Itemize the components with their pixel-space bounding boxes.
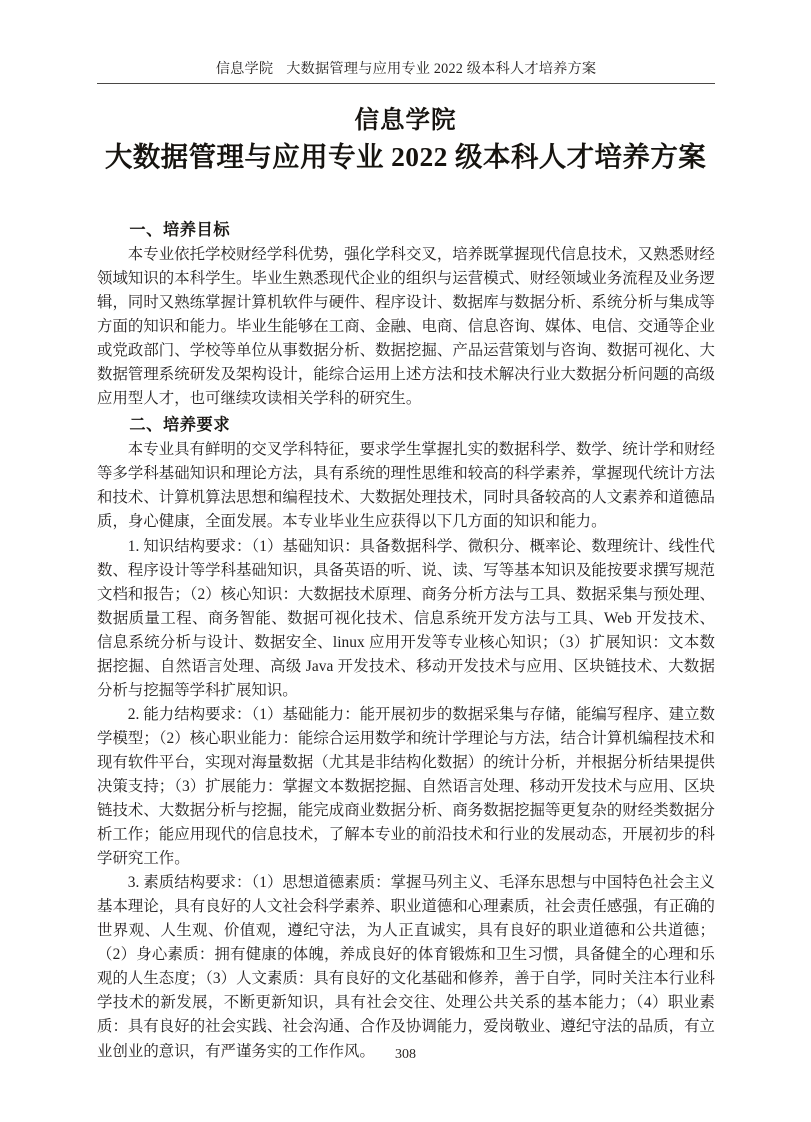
running-header-program: 大数据管理与应用专业 2022 级本科人才培养方案 bbox=[286, 61, 597, 77]
paragraph-requirements-intro: 本专业具有鲜明的交叉学科特征，要求学生掌握扎实的数据科学、数学、统计学和财经等多学科基础知识和理论方法，具有系统的理性思维和较高的科学素养，掌握现代统计方法和技术、计算机算法思想和编程技术、大数据处理技术，同时具备较高的人文素养和道德品质，身心健康，全面发展。本专业毕业生应获得以下几方面的知识和能力。 bbox=[97, 441, 715, 531]
title-line-college: 信息学院 bbox=[354, 107, 457, 134]
section-heading-training-objectives: 一、培养目标 bbox=[129, 221, 231, 239]
title-line-program: 大数据管理与应用专业 2022 级本科人才培养方案 bbox=[104, 141, 707, 172]
paragraph-ability-structure: 2. 能力结构要求：（1）基础能力：能开展初步的数据采集与存储，能编写程序、建立数学模型；（2）核心职业能力：能综合运用数学和统计学理论与方法，结合计算机编程技术和现有软件平台，实现对海量数据（尤其是非结构化数据）的统计分析，并根据分析结果提供决策支持；（3）扩展能力：掌握文本数据挖掘、自然语言处理、移动开发技术与应用、区块链技术、大数据分析与挖掘，能完成商业数据分析、商务数据挖掘等更复杂的财经类数据分析工作；能应用现代的信息技术，了解本专业的前沿技术和行业的发展动态，开展初步的科学研究工作。 bbox=[97, 705, 715, 868]
page-number: 308 bbox=[395, 1047, 416, 1062]
paragraph-quality-structure: 3. 素质结构要求：（1）思想道德素质：掌握马列主义、毛泽东思想与中国特色社会主义基本理论，具有良好的人文社会科学素养、职业道德和心理素质，社会责任感强，有正确的世界观、人生观、价值观，遵纪守法，为人正直诚实，具有良好的职业道德和公共道德；（2）身心素质：拥有健康的体魄，养成良好的体育锻炼和卫生习惯，具备健全的心理和乐观的人生态度；（3）人文素质：具有良好的文化基础和修养，善于自学，同时关注本行业科学技术的新发展，不断更新知识，具有社会交往、处理公共关系的基本能力；（4）职业素质：具有良好的社会实践、社会沟通、合作及协调能力，爱岗敬业、遵纪守法的品质，有立业创业的意识，有严谨务实的工作作风。 bbox=[97, 874, 715, 1060]
running-header-college: 信息学院 bbox=[215, 61, 274, 77]
page-title bbox=[60, 104, 751, 176]
paragraph-knowledge-structure: 1. 知识结构要求：（1）基础知识：具备数据科学、微积分、概率论、数理统计、线性代数、程序设计等学科基础知识，具备英语的听、说、读、写等基本知识及能按要求撰写规范文档和报告；（2）核心知识：大数据技术原理、商务分析方法与工具、数据采集与预处理、数据质量工程、商务智能、数据可视化技术、信息系统开发方法与工具、Web 开发技术、信息系统分析与设计、数据安全、linux 应用开发等专业核心知识；（3）扩展知识：文本数据挖掘、自然语言处理、高级 Java 开发技术、移动开发技术与应用、区块链技术、大数据分析与挖掘等学科扩展知识。 bbox=[97, 537, 715, 699]
section-heading-training-requirements: 二、培养要求 bbox=[129, 416, 231, 435]
document-body bbox=[97, 218, 715, 1064]
header-divider-rule bbox=[97, 83, 715, 84]
paragraph-training-objectives: 本专业依托学校财经学科优势，强化学科交叉，培养既掌握现代信息技术，又熟悉财经领域知识的本科学生。毕业生熟悉现代企业的组织与运营模式、财经领域业务流程及业务逻辑，同时又熟练掌握计算机软件与硬件、程序设计、数据库与数据分析、系统分析与集成等方面的知识和能力。毕业生能够在工商、金融、电商、信息咨询、媒体、电信、交通等企业或党政部门、学校等单位从事数据分析、数据挖掘、产品运营策划与咨询、数据可视化、大数据管理系统研发及架构设计，能综合运用上述方法和技术解决行业大数据分析问题的高级应用型人才，也可继续攻读相关学科的研究生。 bbox=[97, 246, 715, 408]
running-header bbox=[97, 58, 715, 78]
